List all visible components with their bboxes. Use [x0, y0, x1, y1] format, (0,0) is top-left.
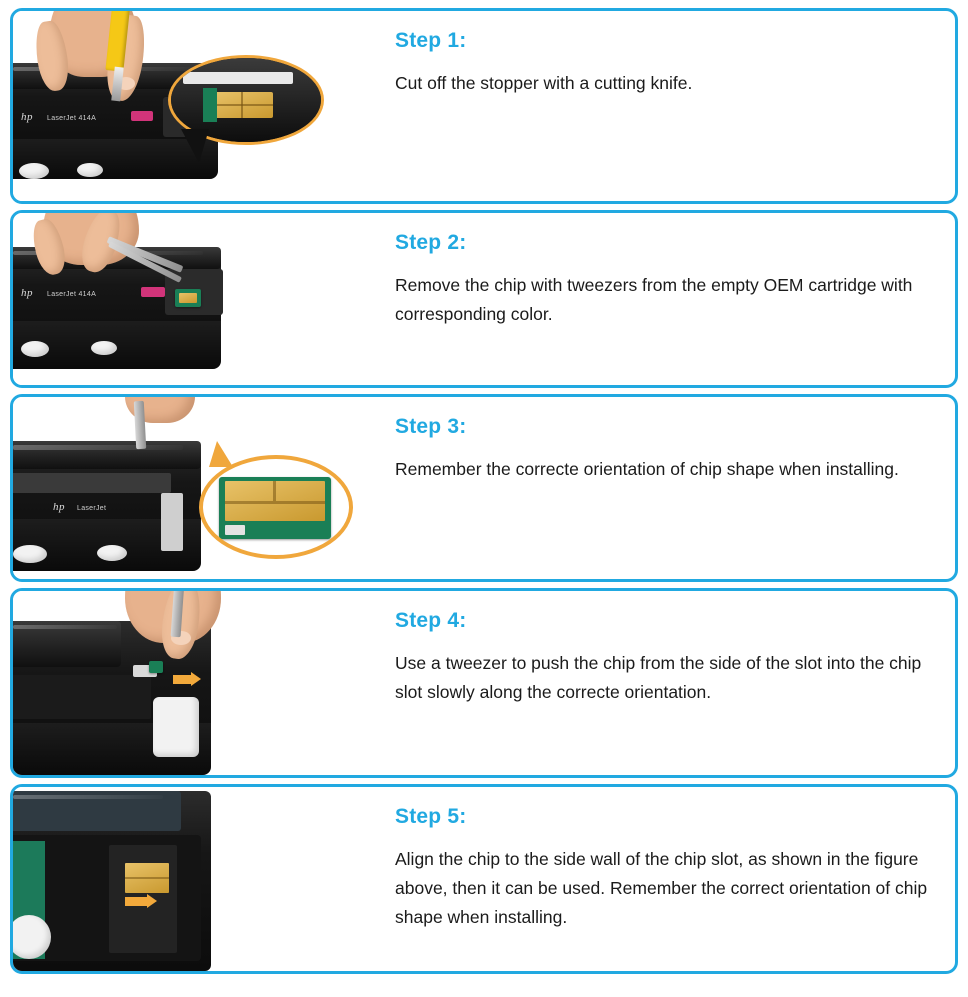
callout-tail — [181, 129, 209, 163]
hp-logo: hp — [53, 501, 65, 513]
direction-arrow-shaft — [125, 897, 147, 906]
direction-arrow-shaft — [173, 675, 191, 684]
step-card-2 — [10, 210, 958, 388]
cartridge-mid-block — [13, 675, 151, 719]
step-2-body: Remove the chip with tweezers from the empty OEM cartridge with corresponding color. — [395, 275, 913, 324]
cartridge-roller-2 — [91, 341, 117, 355]
step-4-body: Use a tweezer to push the chip from the side of the slot into the chip slot slowly along the correcte orientation. — [395, 653, 922, 702]
cartridge-highlight — [13, 625, 117, 629]
step-1-title: Step 1: — [395, 29, 467, 52]
cartridge-highlight — [13, 445, 183, 450]
chip — [149, 661, 163, 673]
cartridge-highlight — [13, 795, 163, 799]
chip-contact-divider — [125, 877, 169, 879]
callout-bubble-step3 — [199, 455, 353, 559]
step1-text — [383, 11, 955, 201]
step2-photo-removing-chip-with-tweezers — [13, 213, 383, 385]
chip-component — [225, 525, 245, 535]
step5-text — [383, 787, 955, 971]
direction-arrow-head — [191, 672, 201, 686]
step3-photo-chip-orientation-closeup — [13, 397, 383, 579]
step2-text — [383, 213, 955, 385]
cartridge-roller-2 — [77, 163, 103, 177]
cartridge-side-lever — [161, 493, 183, 551]
magenta-color-tab — [141, 287, 165, 297]
step-4-title: Step 4: — [395, 609, 467, 632]
step-card-1 — [10, 8, 958, 204]
step3-text — [383, 397, 955, 579]
callout-tail — [209, 441, 233, 467]
step-5-title: Step 5: — [395, 805, 467, 828]
step-1-body: Cut off the stopper with a cutting knife. — [395, 73, 693, 93]
hp-logo: hp — [21, 287, 33, 299]
step-card-4 — [10, 588, 958, 778]
magenta-color-tab — [131, 111, 153, 121]
step4-text — [383, 591, 955, 775]
direction-arrow-head — [147, 894, 157, 908]
stopper-part — [183, 72, 293, 84]
cartridge-roller — [19, 163, 49, 179]
chip-contact-divider — [225, 501, 325, 504]
chip-board-edge — [203, 88, 217, 122]
step5-photo-chip-aligned-in-slot — [13, 787, 383, 971]
cartridge-roller — [21, 341, 49, 357]
step-3-body: Remember the correcte orientation of chip shape when installing. — [395, 459, 899, 479]
step-5-body: Align the chip to the side wall of the chip slot, as shown in the figure above, then it can be used. Remember the correct orientation of chip shape when installing. — [395, 849, 928, 927]
cartridge-label-text: LaserJet 414A — [47, 115, 97, 122]
chip-contact-divider-2 — [273, 481, 276, 501]
white-gear — [153, 697, 199, 757]
cartridge-label-text: LaserJet — [77, 505, 107, 512]
step-2-title: Step 2: — [395, 231, 467, 254]
step4-photo-pushing-chip-into-slot — [13, 591, 383, 775]
hp-logo: hp — [21, 111, 33, 123]
chip-gold-contacts — [179, 293, 197, 303]
cartridge-roller-2 — [97, 545, 127, 561]
cartridge-ridge — [13, 473, 171, 493]
cartridge-roller — [13, 545, 47, 563]
step-3-title: Step 3: — [395, 415, 467, 438]
step1-photo-cutting-stopper-with-knife — [13, 11, 383, 201]
cartridge-label-text: LaserJet 414A — [47, 291, 97, 298]
step-card-5 — [10, 784, 958, 974]
step-card-3 — [10, 394, 958, 582]
